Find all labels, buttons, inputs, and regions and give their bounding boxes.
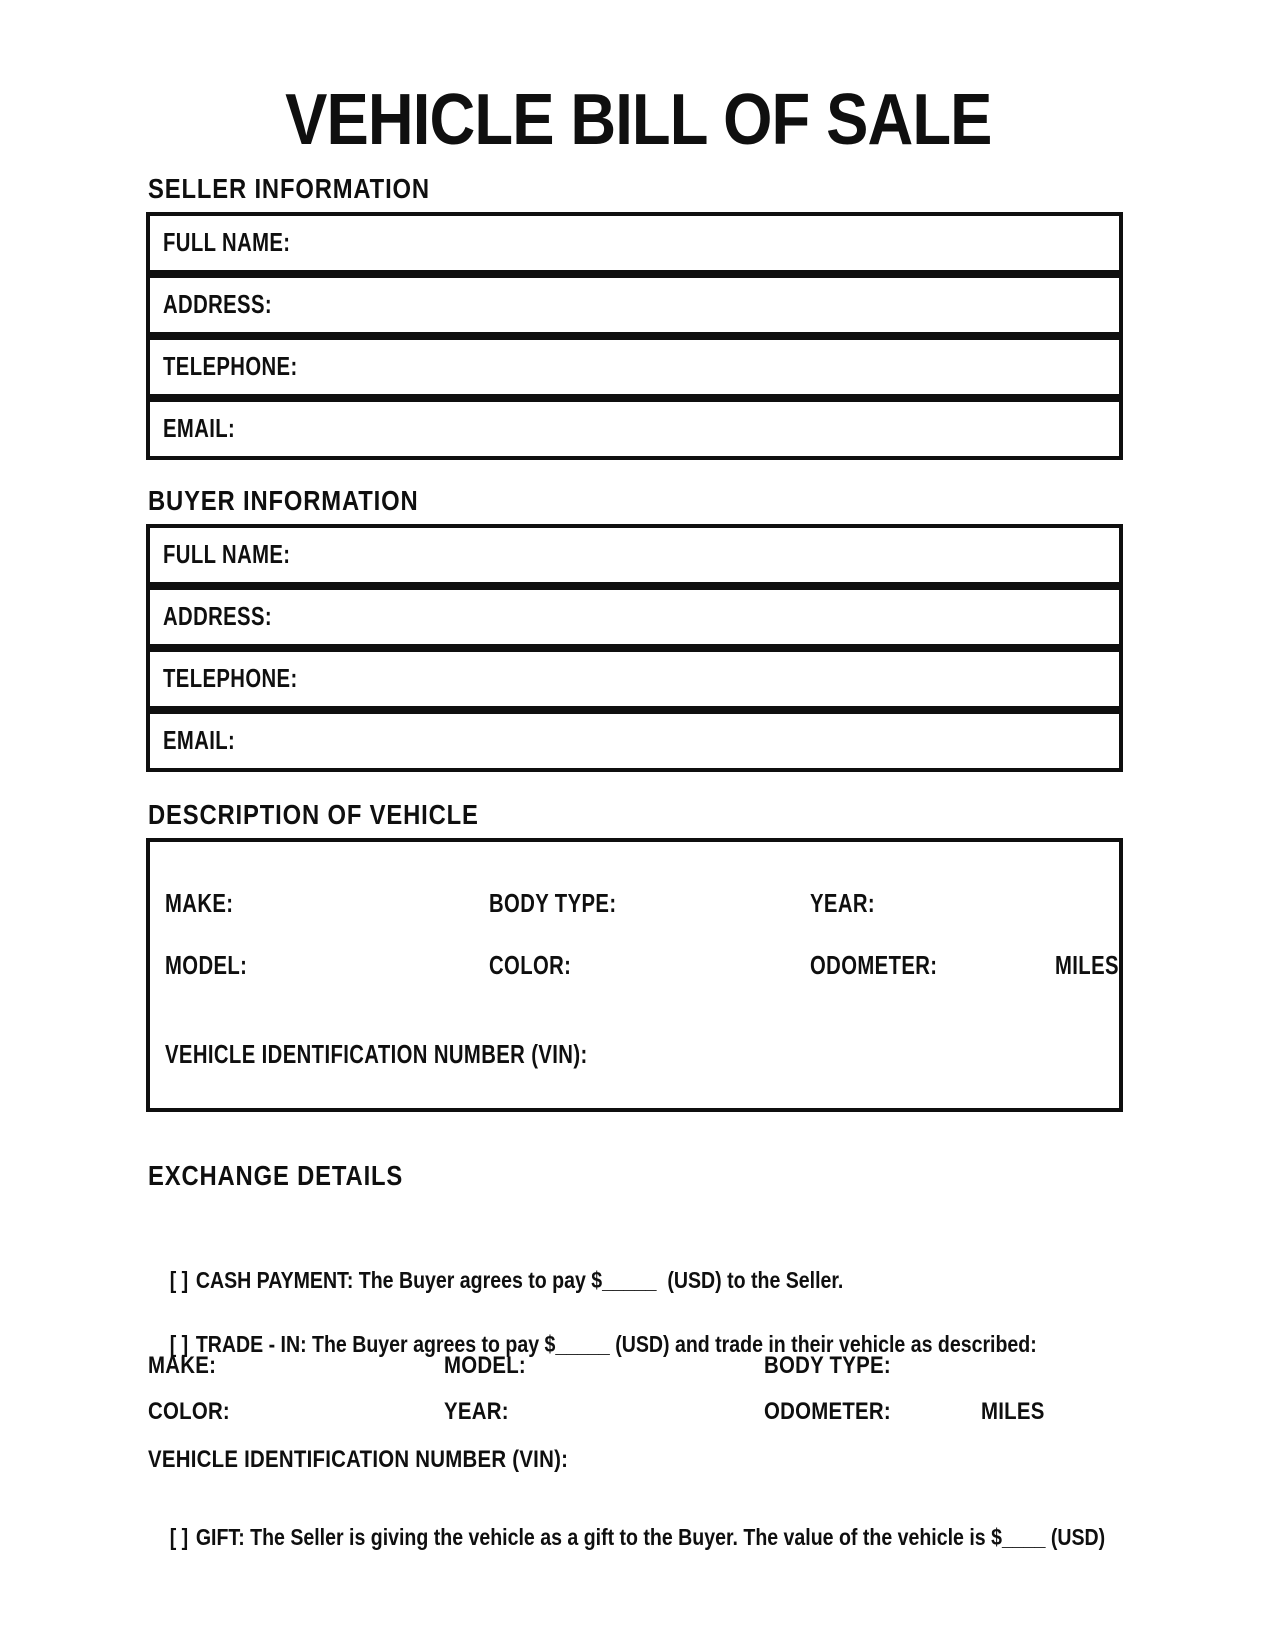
seller-full-name-field[interactable]	[326, 216, 1119, 270]
gift-option	[148, 1496, 1105, 1579]
buyer-information-heading: BUYER INFORMATION	[148, 485, 419, 516]
trade-vin-label: VEHICLE IDENTIFICATION NUMBER (VIN):	[148, 1446, 569, 1473]
buyer-email-row	[146, 710, 1123, 772]
trade-odometer-label: ODOMETER:	[764, 1398, 891, 1425]
exchange-details-heading: EXCHANGE DETAILS	[148, 1160, 404, 1191]
buyer-address-label: ADDRESS:	[163, 601, 273, 632]
vehicle-color-label: COLOR:	[489, 950, 572, 980]
trade-make-label: MAKE:	[148, 1352, 217, 1379]
gift-checkbox[interactable]: [ ]	[169, 1523, 189, 1550]
seller-information-box	[146, 212, 1123, 460]
gift-text: GIFT: The Seller is giving the vehicle as a gift to the Buyer. The value of the vehicle is $____ (USD)	[195, 1523, 1106, 1550]
seller-information-heading: SELLER INFORMATION	[148, 173, 430, 204]
buyer-full-name-label: FULL NAME:	[163, 539, 291, 570]
vehicle-model-label: MODEL:	[165, 950, 248, 980]
buyer-telephone-field[interactable]	[336, 652, 1119, 706]
buyer-full-name-row	[146, 524, 1123, 586]
buyer-telephone-label: TELEPHONE:	[163, 663, 298, 694]
trade-in-text: TRADE - IN: The Buyer agrees to pay $_____ (USD) and trade in their vehicle as described:	[195, 1330, 1037, 1357]
buyer-telephone-row	[146, 648, 1123, 710]
trade-miles-label: MILES	[981, 1398, 1045, 1425]
vehicle-body-type-label: BODY TYPE:	[489, 888, 617, 918]
seller-email-field[interactable]	[256, 402, 1119, 456]
seller-telephone-label: TELEPHONE:	[163, 351, 298, 382]
trade-year-label: YEAR:	[444, 1398, 509, 1425]
page-title-text: VEHICLE BILL OF SALE	[284, 80, 992, 160]
vehicle-miles-label: MILES	[1055, 950, 1119, 980]
cash-payment-text: CASH PAYMENT: The Buyer agrees to pay $_____ (USD) to the Seller.	[195, 1266, 844, 1293]
trade-color-label: COLOR:	[148, 1398, 230, 1425]
seller-telephone-row	[146, 336, 1123, 398]
trade-in-option	[148, 1303, 1037, 1386]
vehicle-odometer-label: ODOMETER:	[810, 950, 938, 980]
page-title	[0, 77, 1276, 163]
buyer-email-field[interactable]	[256, 714, 1119, 768]
buyer-information-box	[146, 524, 1123, 772]
seller-address-field[interactable]	[303, 278, 1119, 332]
vehicle-description-box	[146, 838, 1123, 1112]
seller-email-label: EMAIL:	[163, 413, 236, 444]
seller-address-row	[146, 274, 1123, 336]
buyer-address-row	[146, 586, 1123, 648]
description-of-vehicle-heading: DESCRIPTION OF VEHICLE	[148, 799, 479, 830]
seller-full-name-label: FULL NAME:	[163, 227, 291, 258]
seller-email-row	[146, 398, 1123, 460]
trade-in-checkbox[interactable]: [ ]	[169, 1330, 189, 1357]
vehicle-make-label: MAKE:	[165, 888, 234, 918]
buyer-email-label: EMAIL:	[163, 725, 236, 756]
seller-full-name-row	[146, 212, 1123, 274]
seller-telephone-field[interactable]	[336, 340, 1119, 394]
trade-body-type-label: BODY TYPE:	[764, 1352, 891, 1379]
vehicle-vin-label: VEHICLE IDENTIFICATION NUMBER (VIN):	[165, 1039, 588, 1069]
trade-model-label: MODEL:	[444, 1352, 526, 1379]
buyer-full-name-field[interactable]	[326, 528, 1119, 582]
cash-payment-checkbox[interactable]: [ ]	[169, 1266, 189, 1293]
seller-address-label: ADDRESS:	[163, 289, 273, 320]
buyer-address-field[interactable]	[303, 590, 1119, 644]
vehicle-year-label: YEAR:	[810, 888, 876, 918]
